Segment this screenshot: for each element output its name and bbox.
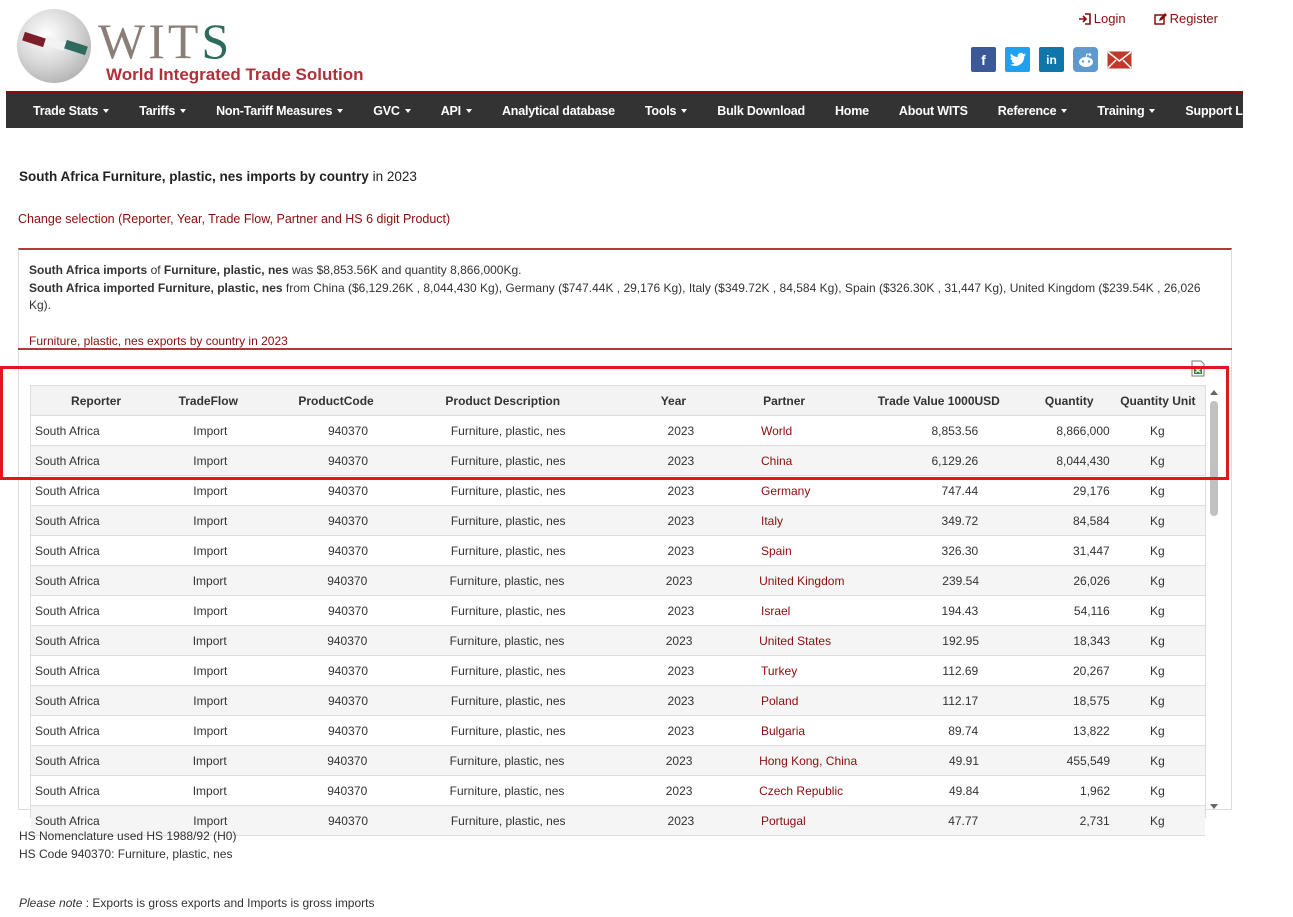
nav-label: Tariffs (139, 103, 176, 118)
cell-tradeflow: Import (193, 483, 228, 498)
register-link[interactable] (1154, 11, 1218, 26)
nav-label: Home (834, 103, 869, 118)
caret-down-icon (337, 109, 343, 113)
table-row[interactable] (31, 596, 1205, 626)
nav-label: Training (1097, 103, 1145, 118)
cell-tradeflow: Import (192, 573, 227, 588)
caret-down-icon (405, 109, 411, 113)
cell-partner[interactable]: Czech Republic (759, 783, 844, 798)
cell-quantity-unit: Kg (1150, 753, 1165, 768)
main-nav (6, 91, 1267, 128)
cell-productcode: 940370 (327, 513, 368, 528)
caret-down-icon (681, 109, 687, 113)
summary-reporter: South Africa imports (29, 263, 148, 277)
please-note (19, 896, 375, 910)
logo-wordmark[interactable] (98, 13, 233, 69)
cell-productcode: 940370 (327, 573, 368, 588)
cell-year: 2023 (667, 663, 695, 678)
column-header-year[interactable]: Year (660, 393, 687, 408)
account-links (1078, 11, 1218, 26)
cell-quantity: 20,267 (1073, 663, 1110, 678)
cell-year: 2023 (667, 723, 695, 738)
cell-partner[interactable]: Portugal (761, 813, 806, 828)
cell-partner[interactable]: Bulgaria (761, 723, 806, 738)
table-row[interactable] (31, 716, 1205, 746)
cell-quantity: 455,549 (1066, 753, 1111, 768)
cell-product-description: Furniture, plastic, nes (449, 633, 565, 648)
cell-tradeflow: Import (193, 663, 228, 678)
cell-year: 2023 (665, 753, 693, 768)
cell-partner[interactable]: Hong Kong, China (759, 753, 858, 768)
cell-partner[interactable]: Poland (761, 693, 799, 708)
cell-year: 2023 (667, 453, 695, 468)
cell-year: 2023 (667, 693, 695, 708)
cell-partner[interactable]: World (761, 423, 793, 438)
table-row[interactable] (31, 476, 1205, 506)
site-header (0, 0, 1244, 90)
nav-label: Bulk Download (717, 103, 805, 118)
cell-quantity-unit: Kg (1150, 663, 1165, 678)
column-header-tradeflow[interactable]: TradeFlow (178, 393, 238, 408)
cell-reporter: South Africa (35, 423, 100, 438)
cell-productcode: 940370 (327, 603, 368, 618)
social-share-bar (971, 47, 1132, 72)
table-row[interactable] (31, 626, 1205, 656)
table-header-row (31, 386, 1205, 416)
hs-nomenclature-note: HS Nomenclature used HS 1988/92 (H0) (19, 829, 237, 843)
cell-quantity: 18,343 (1073, 633, 1111, 648)
nav-label: Tools (644, 103, 677, 118)
column-header-quantity[interactable]: Quantity (1044, 393, 1094, 408)
summary-line-2 (29, 280, 1220, 315)
cell-quantity: 29,176 (1073, 483, 1110, 498)
cell-product-description: Furniture, plastic, nes (450, 453, 566, 468)
cell-quantity-unit: Kg (1150, 723, 1165, 738)
facebook-icon[interactable]: f (971, 47, 996, 72)
table-row[interactable] (31, 446, 1205, 476)
cell-quantity: 1,962 (1080, 783, 1111, 798)
table-row[interactable] (31, 776, 1205, 806)
cell-product-description: Furniture, plastic, nes (450, 513, 566, 528)
cell-partner[interactable]: Germany (761, 483, 811, 498)
cell-quantity-unit: Kg (1150, 483, 1165, 498)
cell-reporter: South Africa (35, 813, 100, 828)
cell-reporter: South Africa (35, 603, 100, 618)
logo-text: WIT (98, 13, 202, 69)
login-icon (1078, 13, 1091, 25)
cell-tradeflow: Import (193, 723, 228, 738)
cell-quantity: 84,584 (1073, 513, 1110, 528)
cell-year: 2023 (667, 813, 695, 828)
wits-globe-logo-icon[interactable] (17, 9, 91, 83)
reddit-icon[interactable] (1073, 47, 1098, 72)
table-row[interactable] (31, 686, 1205, 716)
table-scrollbar[interactable] (1209, 387, 1219, 809)
cell-trade-value: 6,129.26 (931, 453, 979, 468)
cell-reporter: South Africa (35, 483, 100, 498)
cell-year: 2023 (667, 483, 695, 498)
email-icon[interactable] (1107, 47, 1132, 72)
edit-icon (1154, 13, 1167, 25)
cell-product-description: Furniture, plastic, nes (449, 573, 565, 588)
cell-partner[interactable]: United Kingdom (759, 573, 845, 588)
cell-trade-value: 112.17 (942, 693, 979, 708)
login-link[interactable] (1078, 11, 1126, 26)
nav-label: Support Links (1185, 103, 1267, 118)
cell-trade-value: 49.84 (948, 783, 979, 798)
cell-year: 2023 (667, 603, 695, 618)
cell-productcode: 940370 (327, 783, 368, 798)
cell-trade-value: 89.74 (948, 723, 979, 738)
caret-down-icon (1272, 109, 1278, 113)
column-header-productcode[interactable]: ProductCode (298, 393, 374, 408)
table-row[interactable] (31, 536, 1205, 566)
table-row[interactable] (31, 656, 1205, 686)
cell-product-description: Furniture, plastic, nes (450, 693, 566, 708)
nav-label: Reference (997, 103, 1057, 118)
cell-tradeflow: Import (193, 603, 228, 618)
cell-productcode: 940370 (327, 663, 368, 678)
page-title (19, 169, 417, 184)
table-row[interactable] (31, 746, 1205, 776)
nav-label: About WITS (898, 103, 968, 118)
column-header-partner[interactable]: Partner (763, 393, 806, 408)
cell-quantity: 13,822 (1073, 723, 1110, 738)
register-label: Register (1169, 11, 1218, 26)
scroll-up-icon[interactable] (1210, 390, 1218, 395)
cell-quantity-unit: Kg (1150, 543, 1165, 558)
cell-productcode: 940370 (327, 723, 368, 738)
linkedin-icon[interactable]: in (1039, 47, 1064, 72)
cell-quantity: 8,044,430 (1056, 453, 1110, 468)
cell-quantity: 2,731 (1079, 813, 1110, 828)
nav-label: Trade Stats (33, 103, 99, 118)
cell-year: 2023 (667, 423, 695, 438)
cell-reporter: South Africa (35, 723, 100, 738)
cell-productcode: 940370 (327, 543, 368, 558)
cell-trade-value: 8,853.56 (931, 423, 979, 438)
cell-product-description: Furniture, plastic, nes (450, 723, 566, 738)
cell-partner[interactable]: Italy (761, 513, 784, 528)
cell-trade-value: 747.44 (941, 483, 979, 498)
cell-product-description: Furniture, plastic, nes (449, 753, 565, 768)
excel-export-icon[interactable] (1190, 360, 1206, 377)
summary-text: was $8,853.56K and quantity 8,866,000Kg. (288, 263, 522, 277)
nav-support-links[interactable] (1170, 104, 1292, 118)
table-body (31, 416, 1205, 836)
cell-reporter: South Africa (35, 693, 100, 708)
cell-quantity: 8,866,000 (1056, 423, 1110, 438)
caret-down-icon (1061, 109, 1067, 113)
cell-trade-value: 47.77 (948, 813, 979, 828)
cell-productcode: 940370 (327, 453, 368, 468)
trade-data-table (30, 385, 1206, 828)
nav-analytical-database[interactable] (487, 104, 630, 118)
cell-quantity-unit: Kg (1150, 423, 1165, 438)
cell-trade-value: 349.72 (941, 513, 979, 528)
data-grid-panel (18, 350, 1232, 828)
column-header-product-description[interactable]: Product Description (445, 393, 561, 408)
please-note-label: Please note (19, 896, 83, 910)
cell-year: 2023 (667, 543, 695, 558)
cell-productcode: 940370 (327, 753, 368, 768)
cell-partner[interactable]: United States (759, 633, 832, 648)
nav-trade-stats[interactable] (6, 104, 124, 118)
summary-text: of (147, 263, 164, 277)
cell-trade-value: 49.91 (948, 753, 979, 768)
page-title-bold: South Africa Furniture, plastic, nes imports by country (19, 169, 369, 184)
cell-trade-value: 192.95 (942, 633, 979, 648)
cell-quantity: 31,447 (1073, 543, 1110, 558)
logo-text-accent: S (201, 13, 233, 69)
caret-down-icon (180, 109, 186, 113)
hs-code-note: HS Code 940370: Furniture, plastic, nes (19, 847, 233, 861)
cell-tradeflow: Import (193, 423, 228, 438)
change-selection-link[interactable]: Change selection (Reporter, Year, Trade Flow, Partner and HS 6 digit Product) (18, 212, 451, 226)
column-header-trade-value[interactable]: Trade Value 1000USD (877, 393, 1000, 408)
summary-imported: South Africa imported Furniture, plastic, nes (29, 280, 283, 295)
cell-product-description: Furniture, plastic, nes (449, 783, 565, 798)
cell-trade-value: 194.43 (941, 603, 979, 618)
cell-product-description: Furniture, plastic, nes (450, 543, 566, 558)
twitter-icon[interactable] (1005, 47, 1030, 72)
column-header-quantity-unit[interactable]: Quantity Unit (1120, 393, 1196, 408)
cell-quantity: 26,026 (1073, 573, 1111, 588)
summary-panel (18, 248, 1232, 351)
cell-tradeflow: Import (193, 693, 228, 708)
cell-quantity-unit: Kg (1150, 513, 1165, 528)
nav-about-wits[interactable] (884, 104, 983, 118)
cell-reporter: South Africa (35, 663, 100, 678)
please-note-text: : Exports is gross exports and Imports is gross imports (82, 896, 375, 910)
cell-product-description: Furniture, plastic, nes (450, 663, 566, 678)
nav-tools[interactable] (630, 104, 702, 118)
cell-quantity-unit: Kg (1150, 453, 1165, 468)
cell-product-description: Furniture, plastic, nes (450, 483, 566, 498)
cell-year: 2023 (667, 513, 695, 528)
cell-partner[interactable]: Turkey (761, 663, 798, 678)
table-row[interactable] (31, 506, 1205, 536)
cell-productcode: 940370 (327, 813, 368, 828)
cell-tradeflow: Import (193, 513, 228, 528)
summary-product: Furniture, plastic, nes (163, 263, 289, 277)
cell-tradeflow: Import (193, 813, 228, 828)
cell-partner[interactable]: Israel (761, 603, 791, 618)
nav-reference[interactable] (983, 104, 1083, 118)
cell-reporter: South Africa (35, 573, 100, 588)
summary-partners-text: from China ($6,129.26K , 8,044,430 Kg), Germany ($747.44K , 29,176 Kg), Italy ($349.72K , 84,584 Kg), Spain ($326.30K , 31,447 Kg), United Kingdom ($239.54K , 26,026 Kg). (29, 280, 1201, 312)
cell-quantity: 54,116 (1073, 603, 1110, 618)
cell-partner[interactable]: Spain (761, 543, 792, 558)
nav-bulk-download[interactable] (702, 104, 820, 118)
cell-reporter: South Africa (35, 633, 100, 648)
cell-tradeflow: Import (193, 543, 228, 558)
cell-tradeflow: Import (192, 633, 227, 648)
cell-trade-value: 112.69 (942, 663, 979, 678)
cell-quantity: 18,575 (1073, 693, 1110, 708)
cell-product-description: Furniture, plastic, nes (450, 423, 566, 438)
caret-down-icon (466, 109, 472, 113)
nav-gvc[interactable] (358, 104, 426, 118)
cell-quantity-unit: Kg (1150, 633, 1165, 648)
cell-quantity-unit: Kg (1150, 693, 1165, 708)
nav-api[interactable] (426, 104, 487, 118)
column-header-reporter[interactable]: Reporter (71, 393, 122, 408)
cell-reporter: South Africa (35, 753, 100, 768)
cell-tradeflow: Import (193, 453, 228, 468)
cell-year: 2023 (665, 633, 693, 648)
cell-year: 2023 (665, 573, 693, 588)
nav-tariffs[interactable] (124, 104, 201, 118)
cell-partner[interactable]: China (761, 453, 793, 468)
cell-product-description: Furniture, plastic, nes (450, 603, 566, 618)
caret-down-icon (103, 109, 109, 113)
table-row[interactable] (31, 416, 1205, 446)
cell-trade-value: 239.54 (942, 573, 979, 588)
cell-tradeflow: Import (192, 753, 227, 768)
cell-tradeflow: Import (192, 783, 227, 798)
page-title-year: in 2023 (368, 169, 417, 184)
scroll-down-icon[interactable] (1210, 804, 1218, 809)
login-label: Login (1093, 11, 1126, 26)
logo-subtitle: World Integrated Trade Solution (106, 65, 364, 84)
nav-label: API (440, 103, 461, 118)
nav-non-tariff-measures[interactable] (201, 104, 358, 118)
summary-line-1 (29, 262, 1220, 280)
cell-quantity-unit: Kg (1150, 573, 1165, 588)
cell-product-description: Furniture, plastic, nes (450, 813, 566, 828)
scrollbar-thumb[interactable] (1210, 401, 1218, 516)
cell-productcode: 940370 (327, 633, 368, 648)
cell-trade-value: 326.30 (941, 543, 979, 558)
nav-label: GVC (373, 103, 400, 118)
nav-training[interactable] (1082, 104, 1170, 118)
cell-reporter: South Africa (35, 543, 100, 558)
nav-label: Analytical database (501, 103, 615, 118)
cell-quantity-unit: Kg (1150, 603, 1165, 618)
cell-productcode: 940370 (327, 693, 368, 708)
table-row[interactable] (31, 566, 1205, 596)
cell-reporter: South Africa (35, 513, 100, 528)
cell-productcode: 940370 (327, 483, 368, 498)
cell-quantity-unit: Kg (1150, 813, 1165, 828)
caret-down-icon (1149, 109, 1155, 113)
exports-by-country-link[interactable]: Furniture, plastic, nes exports by country in 2023 (29, 334, 288, 348)
nav-label: Non-Tariff Measures (216, 103, 333, 118)
cell-reporter: South Africa (35, 783, 100, 798)
cell-productcode: 940370 (327, 423, 368, 438)
cell-year: 2023 (665, 783, 693, 798)
cell-reporter: South Africa (35, 453, 100, 468)
footnotes (19, 827, 236, 863)
nav-home[interactable] (820, 104, 884, 118)
cell-quantity-unit: Kg (1150, 783, 1165, 798)
